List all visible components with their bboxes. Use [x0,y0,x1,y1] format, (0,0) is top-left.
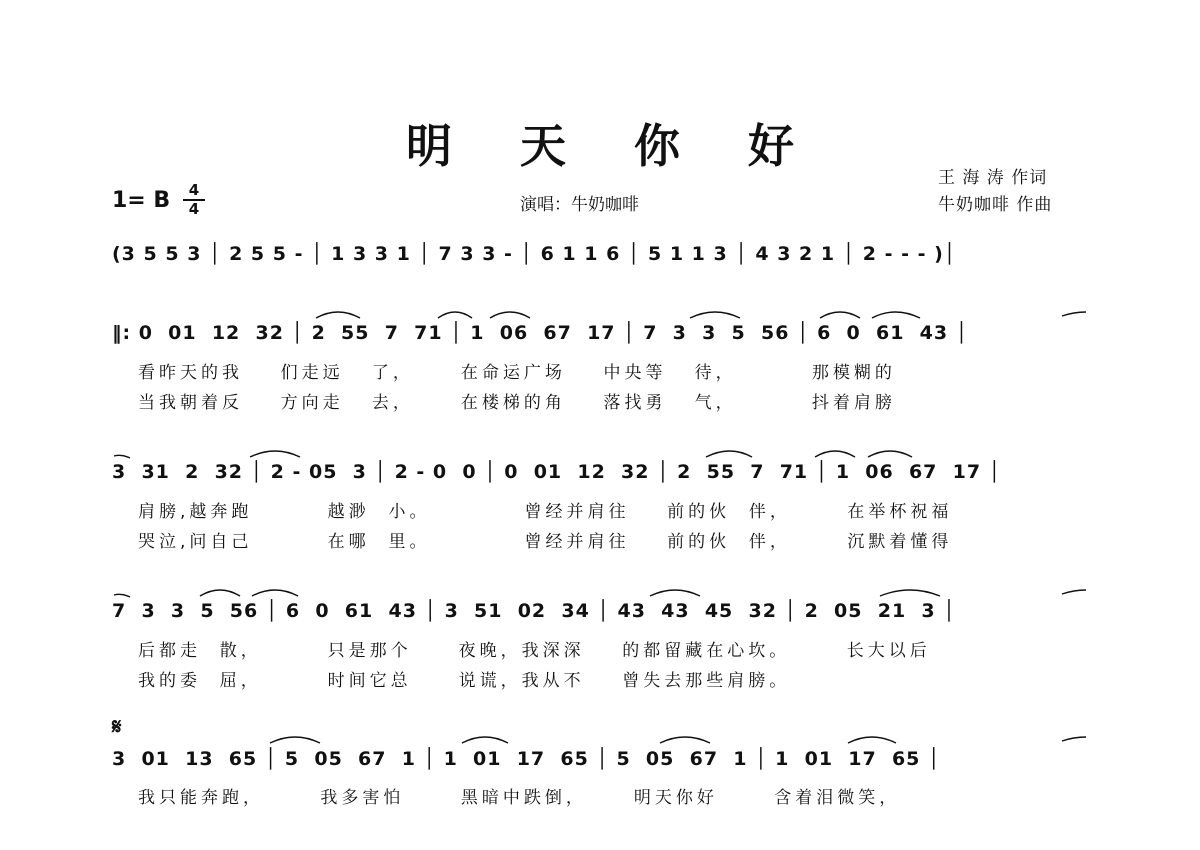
slur [200,590,240,596]
slur [438,312,472,318]
slur [868,451,912,457]
time-signature-bottom: 4 [188,200,200,218]
slur [462,737,508,743]
slur [490,312,530,318]
slur [114,455,130,458]
lyrics-line-2-verse-2: 哭泣,问自己 在哪 里。 曾经并肩往 前的伙 伴， 沉默着懂得 [138,532,953,552]
slur [880,590,940,596]
lyrics-line-1-verse-1: 看昨天的我 们走远 了， 在命运广场 中央等 待， 那模糊的 [138,363,896,383]
slur [820,312,860,318]
notation-intro: (3 5 5 3 │ 2 5 5 - │ 1 3 3 1 │ 7 3 3 - │ 6 1 1 6 │ 5 1 1 3 │ 4 3 2 1 │ 2 - - - )│ [112,243,957,265]
slur [848,737,896,743]
notation-line-1: ‖: 0 01 12 32 │ 2 55 7 71 │ 1 06 67 17 │ 7 3 3 5 56 │ 6 0 61 43 │ [112,322,969,344]
slur [815,451,855,457]
time-signature-top: 4 [188,181,200,199]
slur [1062,737,1086,741]
lyricist-credit: 王 海 涛 作词 [938,168,1048,188]
singer-credit: 演唱：牛奶咖啡 [520,195,639,215]
slur [660,737,710,743]
segno-sign: 𝄋 [112,715,122,740]
notation-line-4: 3 01 13 65 │ 5 05 67 1 │ 1 01 17 65 │ 5 05 67 1 │ 1 01 17 65 │ [112,748,941,770]
slur [650,590,700,596]
lyrics-line-2-verse-1: 肩膀,越奔跑 越渺 小。 曾经并肩往 前的伙 伴， 在举杯祝福 [138,502,953,522]
notation-line-2: 3 31 2 32 │ 2 - 05 3 │ 2 - 0 0 │ 0 01 12 32 │ 2 55 7 71 │ 1 06 67 17 │ [112,461,1002,483]
slur [706,451,752,457]
slur [1062,590,1086,594]
slur [1062,312,1086,316]
slur [250,451,300,457]
notation-line-3: 7 3 3 5 56 │ 6 0 61 43 │ 3 51 02 34 │ 43 43 45 32 │ 2 05 21 3 │ [112,600,956,622]
lyrics-line-3-verse-2: 我的委 屈， 时间它总 说谎，我从不 曾失去那些肩膀。 [138,671,791,691]
composer-credit: 牛奶咖啡 作曲 [938,195,1053,215]
key-signature: 1= B [112,188,171,213]
lyrics-line-4-verse-1: 我只能奔跑， 我多害怕 黑暗中跌倒， 明天你好 含着泪微笑， [138,788,901,808]
song-title: 明 天 你 好 [405,119,821,173]
lyrics-line-1-verse-2: 当我朝着反 方向走 去， 在楼梯的角 落找勇 气， 抖着肩膀 [138,393,896,413]
slur [872,312,920,318]
lyrics-line-3-verse-1: 后都走 散， 只是那个 夜晚，我深深 的都留藏在心坎。 长大以后 [138,641,931,661]
slur [114,594,130,597]
slur [690,312,740,318]
slur [270,737,320,743]
slur [316,312,360,318]
slur [252,590,298,596]
